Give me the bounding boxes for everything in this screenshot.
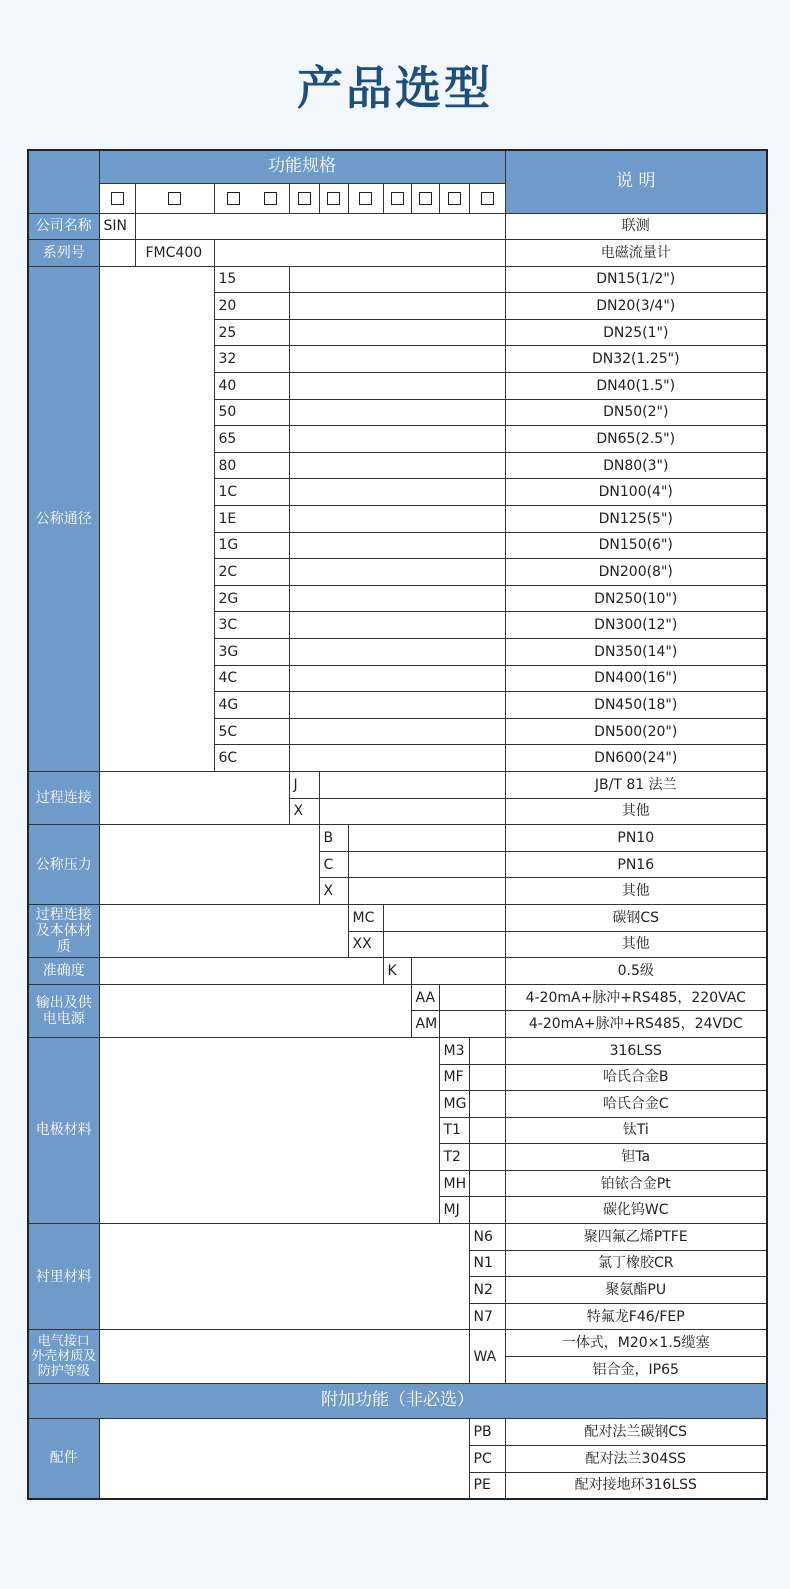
electrical-code: WA (469, 1330, 505, 1383)
diameter-desc: DN250(10") (505, 585, 767, 612)
diameter-code: 1G (214, 532, 289, 559)
diameter-fill (289, 665, 505, 692)
table-row (28, 984, 767, 1011)
diameter-fill (289, 426, 505, 453)
diameter-desc: DN20(3/4") (505, 293, 767, 320)
electrical-blank (99, 1330, 469, 1383)
electrode-fill (469, 1117, 505, 1144)
connection-fill (319, 798, 505, 825)
connection-fill (319, 771, 505, 798)
diameter-fill (289, 399, 505, 426)
company-fill (135, 213, 505, 240)
accessory-desc: 配对法兰碳钢CS (505, 1418, 767, 1445)
electrode-fill (469, 1091, 505, 1118)
diameter-fill (289, 346, 505, 373)
electrode-fill (469, 1144, 505, 1171)
series-label: 系列号 (28, 240, 99, 267)
diameter-desc: DN400(16") (505, 665, 767, 692)
series-desc: 电磁流量计 (505, 240, 767, 267)
spec-header: 功能规格 (99, 150, 505, 183)
lining-desc: 特氟龙F46/FEP (505, 1303, 767, 1330)
header-corner (28, 150, 99, 213)
connection-code: J (289, 771, 319, 798)
table-row (28, 1330, 767, 1357)
pressure-desc: PN10 (505, 825, 767, 852)
table-row (28, 1224, 767, 1251)
pressure-fill (348, 878, 505, 905)
desc-header: 说 明 (505, 150, 767, 213)
material-desc: 碳钢CS (505, 904, 767, 931)
diameter-code: 32 (214, 346, 289, 373)
material-blank (99, 904, 348, 957)
lining-desc: 氯丁橡胶CR (505, 1250, 767, 1277)
diameter-desc: DN500(20") (505, 718, 767, 745)
checkbox-square-icon (327, 192, 340, 205)
diameter-fill (289, 559, 505, 586)
diameter-fill (289, 745, 505, 772)
checkbox-square-icon (448, 192, 461, 205)
output-fill (439, 1011, 505, 1038)
material-desc: 其他 (505, 931, 767, 958)
checkbox-square-icon (227, 192, 240, 205)
slot-cell (469, 183, 505, 213)
accuracy-fill (411, 958, 505, 985)
electrode-desc: 哈氏合金C (505, 1091, 767, 1118)
connection-blank (99, 771, 289, 824)
pressure-fill (348, 851, 505, 878)
table-row (28, 150, 767, 183)
diameter-desc: DN350(14") (505, 639, 767, 666)
accuracy-blank (99, 958, 383, 985)
diameter-code: 2C (214, 559, 289, 586)
electrode-code: MF (439, 1064, 469, 1091)
lining-code: N1 (469, 1250, 505, 1277)
slot-cell (348, 183, 383, 213)
lining-desc: 聚氨酯PU (505, 1277, 767, 1304)
output-desc: 4-20mA+脉冲+RS485，220VAC (505, 984, 767, 1011)
lining-code: N7 (469, 1303, 505, 1330)
slot-cell (135, 183, 214, 213)
electrode-desc: 哈氏合金B (505, 1064, 767, 1091)
diameter-desc: DN65(2.5") (505, 426, 767, 453)
slot-cell (383, 183, 411, 213)
diameter-blank (99, 266, 214, 771)
diameter-desc: DN25(1") (505, 319, 767, 346)
output-label: 输出及供 电电源 (28, 984, 99, 1037)
material-fill (383, 904, 505, 931)
series-fill (214, 240, 505, 267)
slot-cell (99, 183, 135, 213)
checkbox-square-icon (168, 192, 181, 205)
table-row (28, 958, 767, 985)
electrical-desc-1: 一体式，M20×1.5缆塞 (505, 1330, 767, 1357)
slot-cell (289, 183, 319, 213)
diameter-desc: DN15(1/2") (505, 266, 767, 293)
accessory-blank (99, 1418, 469, 1499)
electrode-code: T2 (439, 1144, 469, 1171)
lining-blank (99, 1224, 469, 1330)
pressure-fill (348, 825, 505, 852)
accessory-desc: 配对法兰304SS (505, 1445, 767, 1472)
company-label: 公司名称 (28, 213, 99, 240)
diameter-desc: DN300(12") (505, 612, 767, 639)
diameter-fill (289, 293, 505, 320)
diameter-fill (289, 266, 505, 293)
diameter-code: 6C (214, 745, 289, 772)
electrode-fill (469, 1037, 505, 1064)
diameter-fill (289, 718, 505, 745)
electrical-desc-2: 铝合金，IP65 (505, 1357, 767, 1384)
diameter-code: 3G (214, 639, 289, 666)
electrode-label: 电极材料 (28, 1037, 99, 1223)
diameter-fill (289, 639, 505, 666)
checkbox-square-icon (391, 192, 404, 205)
pressure-desc: 其他 (505, 878, 767, 905)
diameter-desc: DN40(1.5") (505, 373, 767, 400)
diameter-fill (289, 506, 505, 533)
table-row (28, 825, 767, 852)
pressure-code: X (319, 878, 348, 905)
material-fill (383, 931, 505, 958)
output-code: AA (411, 984, 439, 1011)
company-code: SIN (99, 213, 135, 240)
diameter-code: 20 (214, 293, 289, 320)
checkbox-square-icon (359, 192, 372, 205)
diameter-fill (289, 585, 505, 612)
material-code: XX (348, 931, 383, 958)
diameter-fill (289, 532, 505, 559)
diameter-desc: DN125(5") (505, 506, 767, 533)
lining-label: 衬里材料 (28, 1224, 99, 1330)
table-row (28, 213, 767, 240)
electrode-code: MH (439, 1170, 469, 1197)
electrode-code: T1 (439, 1117, 469, 1144)
checkbox-square-icon (298, 192, 311, 205)
diameter-code: 80 (214, 452, 289, 479)
table-row (28, 266, 767, 293)
diameter-desc: DN450(18") (505, 692, 767, 719)
diameter-desc: DN150(6") (505, 532, 767, 559)
connection-desc: 其他 (505, 798, 767, 825)
diameter-code: 65 (214, 426, 289, 453)
diameter-desc: DN32(1.25") (505, 346, 767, 373)
electrode-desc: 钽Ta (505, 1144, 767, 1171)
electrode-desc: 铂铱合金Pt (505, 1170, 767, 1197)
diameter-fill (289, 612, 505, 639)
pressure-desc: PN16 (505, 851, 767, 878)
slot-cell (411, 183, 439, 213)
slot-cell (319, 183, 348, 213)
accuracy-code: K (383, 958, 411, 985)
diameter-code: 1E (214, 506, 289, 533)
lining-code: N6 (469, 1224, 505, 1251)
table-row (28, 1037, 767, 1064)
extra-header: 附加功能（非必选） (28, 1383, 767, 1418)
diameter-desc: DN100(4") (505, 479, 767, 506)
diameter-code: 5C (214, 718, 289, 745)
accessory-code: PC (469, 1445, 505, 1472)
diameter-code: 25 (214, 319, 289, 346)
diameter-code: 3C (214, 612, 289, 639)
slot-cell (439, 183, 469, 213)
series-blank (99, 240, 135, 267)
checkbox-square-icon (481, 192, 494, 205)
diameter-fill (289, 452, 505, 479)
diameter-fill (289, 692, 505, 719)
table-row (28, 1383, 767, 1418)
checkbox-square-icon (111, 192, 124, 205)
electrode-code: M3 (439, 1037, 469, 1064)
table-row (28, 771, 767, 798)
checkbox-square-icon (419, 192, 432, 205)
electrode-desc: 316LSS (505, 1037, 767, 1064)
pressure-blank (99, 825, 319, 905)
output-desc: 4-20mA+脉冲+RS485，24VDC (505, 1011, 767, 1038)
diameter-code: 2G (214, 585, 289, 612)
diameter-code: 4C (214, 665, 289, 692)
diameter-desc: DN200(8") (505, 559, 767, 586)
series-code: FMC400 (135, 240, 214, 267)
lining-code: N2 (469, 1277, 505, 1304)
output-fill (439, 984, 505, 1011)
diameter-fill (289, 479, 505, 506)
slot-cell (214, 183, 289, 213)
page-title: 产品选型 (297, 61, 493, 115)
accuracy-label: 准确度 (28, 958, 99, 985)
company-desc: 联测 (505, 213, 767, 240)
pressure-code: C (319, 851, 348, 878)
material-label: 过程连接 及本体材质 (28, 904, 99, 957)
diameter-fill (289, 373, 505, 400)
diameter-desc: DN600(24") (505, 745, 767, 772)
diameter-code: 50 (214, 399, 289, 426)
lining-desc: 聚四氟乙烯PTFE (505, 1224, 767, 1251)
table-row (28, 1418, 767, 1445)
table-row (28, 904, 767, 931)
electrode-code: MG (439, 1091, 469, 1118)
electrode-fill (469, 1064, 505, 1091)
electrode-desc: 碳化钨WC (505, 1197, 767, 1224)
diameter-fill (289, 319, 505, 346)
diameter-desc: DN80(3") (505, 452, 767, 479)
connection-code: X (289, 798, 319, 825)
material-code: MC (348, 904, 383, 931)
accuracy-desc: 0.5级 (505, 958, 767, 985)
checkbox-square-icon (264, 192, 277, 205)
diameter-code: 40 (214, 373, 289, 400)
accessory-label: 配件 (28, 1418, 99, 1499)
electrode-code: MJ (439, 1197, 469, 1224)
diameter-code: 4G (214, 692, 289, 719)
electrode-blank (99, 1037, 439, 1223)
pressure-code: B (319, 825, 348, 852)
table-row (28, 240, 767, 267)
diameter-label: 公称通径 (28, 266, 99, 771)
electrode-fill (469, 1170, 505, 1197)
connection-label: 过程连接 (28, 771, 99, 824)
output-blank (99, 984, 411, 1037)
accessory-code: PB (469, 1418, 505, 1445)
selection-table (27, 149, 768, 1500)
connection-desc: JB/T 81 法兰 (505, 771, 767, 798)
accessory-desc: 配对接地环316LSS (505, 1472, 767, 1499)
diameter-code: 1C (214, 479, 289, 506)
pressure-label: 公称压力 (28, 825, 99, 905)
diameter-code: 15 (214, 266, 289, 293)
accessory-code: PE (469, 1472, 505, 1499)
electrode-desc: 钛Ti (505, 1117, 767, 1144)
electrode-fill (469, 1197, 505, 1224)
output-code: AM (411, 1011, 439, 1038)
diameter-desc: DN50(2") (505, 399, 767, 426)
electrical-label: 电气接口 外壳材质及 防护等级 (28, 1330, 99, 1383)
